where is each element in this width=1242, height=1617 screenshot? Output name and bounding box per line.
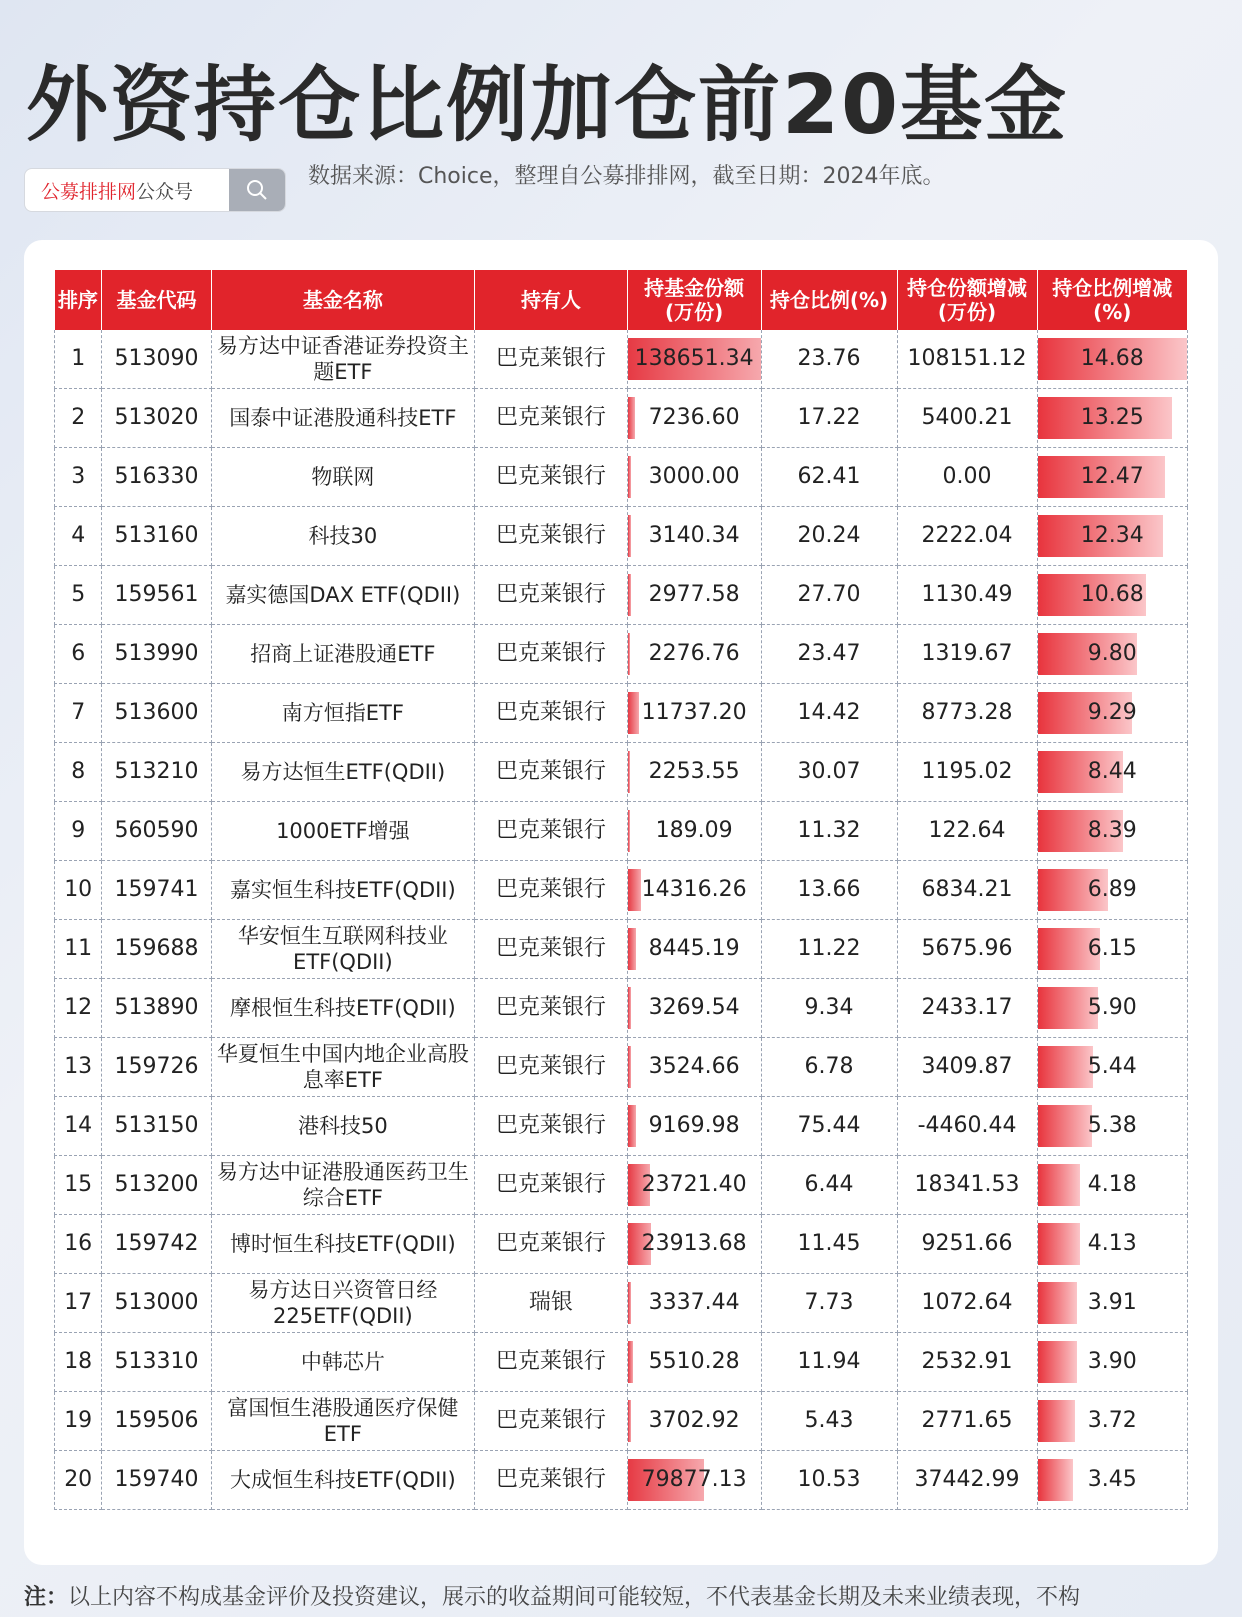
bar-value: 3702.92 [648, 1408, 740, 1433]
code-cell: 513310 [102, 1333, 211, 1392]
ratio-cell: 13.66 [761, 861, 897, 920]
shares-cell [627, 1274, 761, 1333]
code-cell: 159740 [102, 1451, 211, 1510]
bar-value: 5510.28 [648, 1349, 740, 1374]
bar-value: 3.72 [1087, 1408, 1137, 1433]
name-cell: 摩根恒生科技ETF(QDII) [211, 979, 475, 1038]
bar-value: 6.89 [1087, 877, 1137, 902]
bar-value: 5.44 [1087, 1054, 1137, 1079]
table-row [55, 1333, 1188, 1392]
delta-ratio-bar [1038, 1105, 1093, 1147]
rank-cell: 19 [55, 1392, 102, 1451]
bar-value: 6.15 [1087, 936, 1137, 961]
bar-value: 2253.55 [648, 759, 740, 784]
bar-value: 4.13 [1087, 1231, 1137, 1256]
column-header: 排序 [55, 270, 102, 330]
delta-ratio-cell [1037, 743, 1187, 802]
delta-shares-cell: 122.64 [897, 802, 1037, 861]
ratio-cell: 6.78 [761, 1038, 897, 1097]
delta-ratio-bar [1038, 1046, 1093, 1088]
table-row [55, 743, 1188, 802]
shares-cell [627, 1215, 761, 1274]
bar-value: 11737.20 [641, 700, 747, 725]
rank-cell: 8 [55, 743, 102, 802]
table-card [24, 240, 1218, 1565]
bar-value: 8445.19 [648, 936, 740, 961]
holder-cell: 巴克莱银行 [475, 1038, 627, 1097]
delta-shares-cell: 1072.64 [897, 1274, 1037, 1333]
bar-value: 14.68 [1080, 346, 1144, 371]
bar-value: 14316.26 [641, 877, 747, 902]
search-button[interactable] [229, 169, 285, 211]
table-row [55, 861, 1188, 920]
delta-shares-cell: 5400.21 [897, 389, 1037, 448]
name-cell: 1000ETF增强 [211, 802, 475, 861]
page-title: 外资持仓比例加仓前20基金 [26, 58, 1069, 153]
code-cell: 513990 [102, 625, 211, 684]
code-cell: 513200 [102, 1156, 211, 1215]
code-cell: 513160 [102, 507, 211, 566]
delta-shares-cell: 18341.53 [897, 1156, 1037, 1215]
delta-ratio-bar [1038, 1459, 1073, 1501]
table-row [55, 330, 1188, 389]
holder-cell: 巴克莱银行 [475, 1156, 627, 1215]
shares-bar [628, 574, 631, 616]
code-cell: 513210 [102, 743, 211, 802]
column-header: 基金名称 [211, 270, 475, 330]
holder-cell: 巴克莱银行 [475, 802, 627, 861]
shares-cell [627, 861, 761, 920]
ratio-cell: 75.44 [761, 1097, 897, 1156]
ratio-cell: 9.34 [761, 979, 897, 1038]
ratio-cell: 17.22 [761, 389, 897, 448]
delta-shares-cell: 108151.12 [897, 330, 1037, 389]
holder-cell: 巴克莱银行 [475, 507, 627, 566]
shares-cell [627, 566, 761, 625]
table-row [55, 1038, 1188, 1097]
holder-cell: 巴克莱银行 [475, 1215, 627, 1274]
name-cell: 华安恒生互联网科技业ETF(QDII) [211, 920, 475, 979]
holder-cell: 巴克莱银行 [475, 389, 627, 448]
bar-value: 5.90 [1087, 995, 1137, 1020]
rank-cell: 20 [55, 1451, 102, 1510]
rank-cell: 16 [55, 1215, 102, 1274]
fund-table [54, 270, 1188, 1510]
bar-value: 8.44 [1087, 759, 1137, 784]
rank-cell: 14 [55, 1097, 102, 1156]
delta-ratio-cell [1037, 1156, 1187, 1215]
table-row [55, 684, 1188, 743]
delta-ratio-cell [1037, 802, 1187, 861]
holder-cell: 瑞银 [475, 1274, 627, 1333]
holder-cell: 巴克莱银行 [475, 448, 627, 507]
search-suffix: 公众号 [136, 180, 194, 203]
shares-cell [627, 1451, 761, 1510]
bar-value: 3.45 [1087, 1467, 1137, 1492]
shares-bar [628, 1105, 637, 1147]
code-cell: 560590 [102, 802, 211, 861]
rank-cell: 2 [55, 389, 102, 448]
name-cell: 科技30 [211, 507, 475, 566]
delta-shares-cell: 2532.91 [897, 1333, 1037, 1392]
table-row [55, 566, 1188, 625]
delta-ratio-cell [1037, 684, 1187, 743]
delta-ratio-bar [1038, 1164, 1081, 1206]
bar-value: 3.91 [1087, 1290, 1137, 1315]
shares-bar [628, 456, 631, 498]
bar-value: 138651.34 [634, 346, 754, 371]
code-cell: 159726 [102, 1038, 211, 1097]
ratio-cell: 27.70 [761, 566, 897, 625]
delta-shares-cell: 2433.17 [897, 979, 1037, 1038]
holder-cell: 巴克莱银行 [475, 1451, 627, 1510]
name-cell: 易方达中证港股通医药卫生综合ETF [211, 1156, 475, 1215]
holder-cell: 巴克莱银行 [475, 861, 627, 920]
delta-ratio-cell [1037, 1038, 1187, 1097]
delta-shares-cell: 9251.66 [897, 1215, 1037, 1274]
table-row [55, 1392, 1188, 1451]
table-row [55, 448, 1188, 507]
delta-shares-cell: 6834.21 [897, 861, 1037, 920]
rank-cell: 12 [55, 979, 102, 1038]
ratio-cell: 62.41 [761, 448, 897, 507]
table-row [55, 1215, 1188, 1274]
bar-value: 12.47 [1080, 464, 1144, 489]
table-row [55, 979, 1188, 1038]
holder-cell: 巴克莱银行 [475, 625, 627, 684]
table-row [55, 1156, 1188, 1215]
name-cell: 嘉实恒生科技ETF(QDII) [211, 861, 475, 920]
shares-cell [627, 743, 761, 802]
delta-ratio-cell [1037, 389, 1187, 448]
ratio-cell: 14.42 [761, 684, 897, 743]
column-header: 持仓比例增减 (%) [1037, 270, 1187, 330]
shares-bar [628, 1400, 632, 1442]
delta-ratio-cell [1037, 979, 1187, 1038]
code-cell: 513090 [102, 330, 211, 389]
code-cell: 513150 [102, 1097, 211, 1156]
name-cell: 港科技50 [211, 1097, 475, 1156]
rank-cell: 15 [55, 1156, 102, 1215]
table-row [55, 802, 1188, 861]
delta-ratio-cell [1037, 625, 1187, 684]
delta-shares-cell: 8773.28 [897, 684, 1037, 743]
holder-cell: 巴克莱银行 [475, 743, 627, 802]
ratio-cell: 6.44 [761, 1156, 897, 1215]
shares-cell [627, 1392, 761, 1451]
bar-value: 3269.54 [648, 995, 740, 1020]
delta-shares-cell: 5675.96 [897, 920, 1037, 979]
shares-bar [628, 1282, 631, 1324]
rank-cell: 10 [55, 861, 102, 920]
shares-bar [628, 810, 630, 852]
code-cell: 513600 [102, 684, 211, 743]
ratio-cell: 30.07 [761, 743, 897, 802]
code-cell: 159741 [102, 861, 211, 920]
code-cell: 159506 [102, 1392, 211, 1451]
delta-ratio-cell [1037, 1451, 1187, 1510]
holder-cell: 巴克莱银行 [475, 1333, 627, 1392]
shares-cell [627, 802, 761, 861]
bar-value: 12.34 [1080, 523, 1144, 548]
code-cell: 513890 [102, 979, 211, 1038]
rank-cell: 6 [55, 625, 102, 684]
holder-cell: 巴克莱银行 [475, 684, 627, 743]
ratio-cell: 11.94 [761, 1333, 897, 1392]
delta-shares-cell: -4460.44 [897, 1097, 1037, 1156]
shares-cell [627, 1038, 761, 1097]
shares-bar [628, 633, 630, 675]
shares-cell [627, 625, 761, 684]
table-row [55, 625, 1188, 684]
code-cell: 159688 [102, 920, 211, 979]
table-row [55, 1451, 1188, 1510]
shares-bar [628, 869, 642, 911]
delta-shares-cell: 1130.49 [897, 566, 1037, 625]
bar-value: 3.90 [1087, 1349, 1137, 1374]
bar-value: 3524.66 [648, 1054, 740, 1079]
code-cell: 513000 [102, 1274, 211, 1333]
delta-shares-cell: 1319.67 [897, 625, 1037, 684]
column-header: 持有人 [475, 270, 627, 330]
delta-ratio-cell [1037, 566, 1187, 625]
ratio-cell: 11.45 [761, 1215, 897, 1274]
bar-value: 79877.13 [641, 1467, 747, 1492]
bar-value: 3000.00 [648, 464, 740, 489]
delta-ratio-bar [1038, 1400, 1076, 1442]
delta-ratio-cell [1037, 1392, 1187, 1451]
name-cell: 富国恒生港股通医疗保健ETF [211, 1392, 475, 1451]
rank-cell: 4 [55, 507, 102, 566]
bar-value: 9169.98 [648, 1113, 740, 1138]
ratio-cell: 20.24 [761, 507, 897, 566]
delta-shares-cell: 2771.65 [897, 1392, 1037, 1451]
name-cell: 物联网 [211, 448, 475, 507]
code-cell: 159561 [102, 566, 211, 625]
name-cell: 中韩芯片 [211, 1333, 475, 1392]
delta-ratio-bar [1038, 1223, 1080, 1265]
holder-cell: 巴克莱银行 [475, 330, 627, 389]
name-cell: 嘉实德国DAX ETF(QDII) [211, 566, 475, 625]
holder-cell: 巴克莱银行 [475, 979, 627, 1038]
name-cell: 南方恒指ETF [211, 684, 475, 743]
bar-value: 23721.40 [641, 1172, 747, 1197]
ratio-cell: 5.43 [761, 1392, 897, 1451]
delta-ratio-cell [1037, 1333, 1187, 1392]
bar-value: 3140.34 [648, 523, 740, 548]
delta-ratio-cell [1037, 448, 1187, 507]
shares-cell [627, 448, 761, 507]
rank-cell: 17 [55, 1274, 102, 1333]
shares-bar [628, 1341, 633, 1383]
column-header: 基金代码 [102, 270, 211, 330]
shares-cell [627, 1156, 761, 1215]
column-header: 持仓份额增减 (万份) [897, 270, 1037, 330]
bar-value: 23913.68 [641, 1231, 747, 1256]
column-header: 持仓比例(%) [761, 270, 897, 330]
rank-cell: 7 [55, 684, 102, 743]
ratio-cell: 11.32 [761, 802, 897, 861]
name-cell: 易方达日兴资管日经225ETF(QDII) [211, 1274, 475, 1333]
delta-ratio-cell [1037, 507, 1187, 566]
name-cell: 博时恒生科技ETF(QDII) [211, 1215, 475, 1274]
disclaimer-note [24, 1580, 1224, 1611]
name-cell: 易方达恒生ETF(QDII) [211, 743, 475, 802]
delta-ratio-cell [1037, 1274, 1187, 1333]
table-row [55, 507, 1188, 566]
ratio-cell: 23.76 [761, 330, 897, 389]
table-row [55, 389, 1188, 448]
holder-cell: 巴克莱银行 [475, 1392, 627, 1451]
shares-cell [627, 1333, 761, 1392]
column-header: 持基金份额 (万份) [627, 270, 761, 330]
delta-ratio-cell [1037, 330, 1187, 389]
delta-shares-cell: 1195.02 [897, 743, 1037, 802]
table-row [55, 920, 1188, 979]
name-cell: 易方达中证香港证券投资主题ETF [211, 330, 475, 389]
delta-ratio-cell [1037, 1097, 1187, 1156]
name-cell: 大成恒生科技ETF(QDII) [211, 1451, 475, 1510]
bar-value: 2977.58 [648, 582, 740, 607]
shares-bar [628, 987, 631, 1029]
search-brand: 公募排排网 [41, 180, 137, 203]
shares-bar [628, 515, 631, 557]
name-cell: 华夏恒生中国内地企业高股息率ETF [211, 1038, 475, 1097]
holder-cell: 巴克莱银行 [475, 920, 627, 979]
shares-bar [628, 692, 639, 734]
delta-ratio-cell [1037, 861, 1187, 920]
bar-value: 9.80 [1087, 641, 1137, 666]
holder-cell: 巴克莱银行 [475, 1097, 627, 1156]
shares-cell [627, 979, 761, 1038]
shares-bar [628, 751, 630, 793]
delta-ratio-bar [1038, 1282, 1078, 1324]
rank-cell: 5 [55, 566, 102, 625]
bar-value: 10.68 [1080, 582, 1144, 607]
rank-cell: 18 [55, 1333, 102, 1392]
code-cell: 159742 [102, 1215, 211, 1274]
table-row [55, 1274, 1188, 1333]
delta-ratio-cell [1037, 1215, 1187, 1274]
rank-cell: 11 [55, 920, 102, 979]
name-cell: 招商上证港股通ETF [211, 625, 475, 684]
delta-shares-cell: 2222.04 [897, 507, 1037, 566]
shares-cell [627, 920, 761, 979]
bar-value: 4.18 [1087, 1172, 1137, 1197]
bar-value: 8.39 [1087, 818, 1137, 843]
note-text: 以上内容不构成基金评价及投资建议，展示的收益期间可能较短，不代表基金长期及未来业绩表现，不构 [68, 1585, 1081, 1610]
holder-cell: 巴克莱银行 [475, 566, 627, 625]
delta-shares-cell: 0.00 [897, 448, 1037, 507]
ratio-cell: 7.73 [761, 1274, 897, 1333]
note-label: 注： [24, 1585, 69, 1610]
rank-cell: 13 [55, 1038, 102, 1097]
shares-cell [627, 684, 761, 743]
table-row [55, 1097, 1188, 1156]
ratio-cell: 11.22 [761, 920, 897, 979]
bar-value: 7236.60 [648, 405, 740, 430]
delta-ratio-bar [1038, 1341, 1078, 1383]
bar-value: 3337.44 [648, 1290, 740, 1315]
shares-cell [627, 507, 761, 566]
rank-cell: 9 [55, 802, 102, 861]
code-cell: 513020 [102, 389, 211, 448]
rank-cell: 1 [55, 330, 102, 389]
delta-ratio-cell [1037, 920, 1187, 979]
search-box[interactable] [24, 168, 286, 212]
delta-shares-cell: 37442.99 [897, 1451, 1037, 1510]
shares-bar [628, 397, 635, 439]
name-cell: 国泰中证港股通科技ETF [211, 389, 475, 448]
shares-cell [627, 330, 761, 389]
bar-value: 2276.76 [648, 641, 740, 666]
delta-shares-cell: 3409.87 [897, 1038, 1037, 1097]
shares-bar [628, 928, 636, 970]
rank-cell: 3 [55, 448, 102, 507]
ratio-cell: 23.47 [761, 625, 897, 684]
data-source: 数据来源：Choice，整理自公募排排网，截至日期：2024年底。 [308, 164, 945, 189]
shares-bar [628, 1046, 631, 1088]
bar-value: 5.38 [1087, 1113, 1137, 1138]
code-cell: 516330 [102, 448, 211, 507]
ratio-cell: 10.53 [761, 1451, 897, 1510]
table-header-row [55, 270, 1188, 330]
shares-cell [627, 389, 761, 448]
bar-value: 9.29 [1087, 700, 1137, 725]
bar-value: 13.25 [1080, 405, 1144, 430]
bar-value: 189.09 [655, 818, 733, 843]
search-icon [245, 178, 269, 202]
shares-cell [627, 1097, 761, 1156]
